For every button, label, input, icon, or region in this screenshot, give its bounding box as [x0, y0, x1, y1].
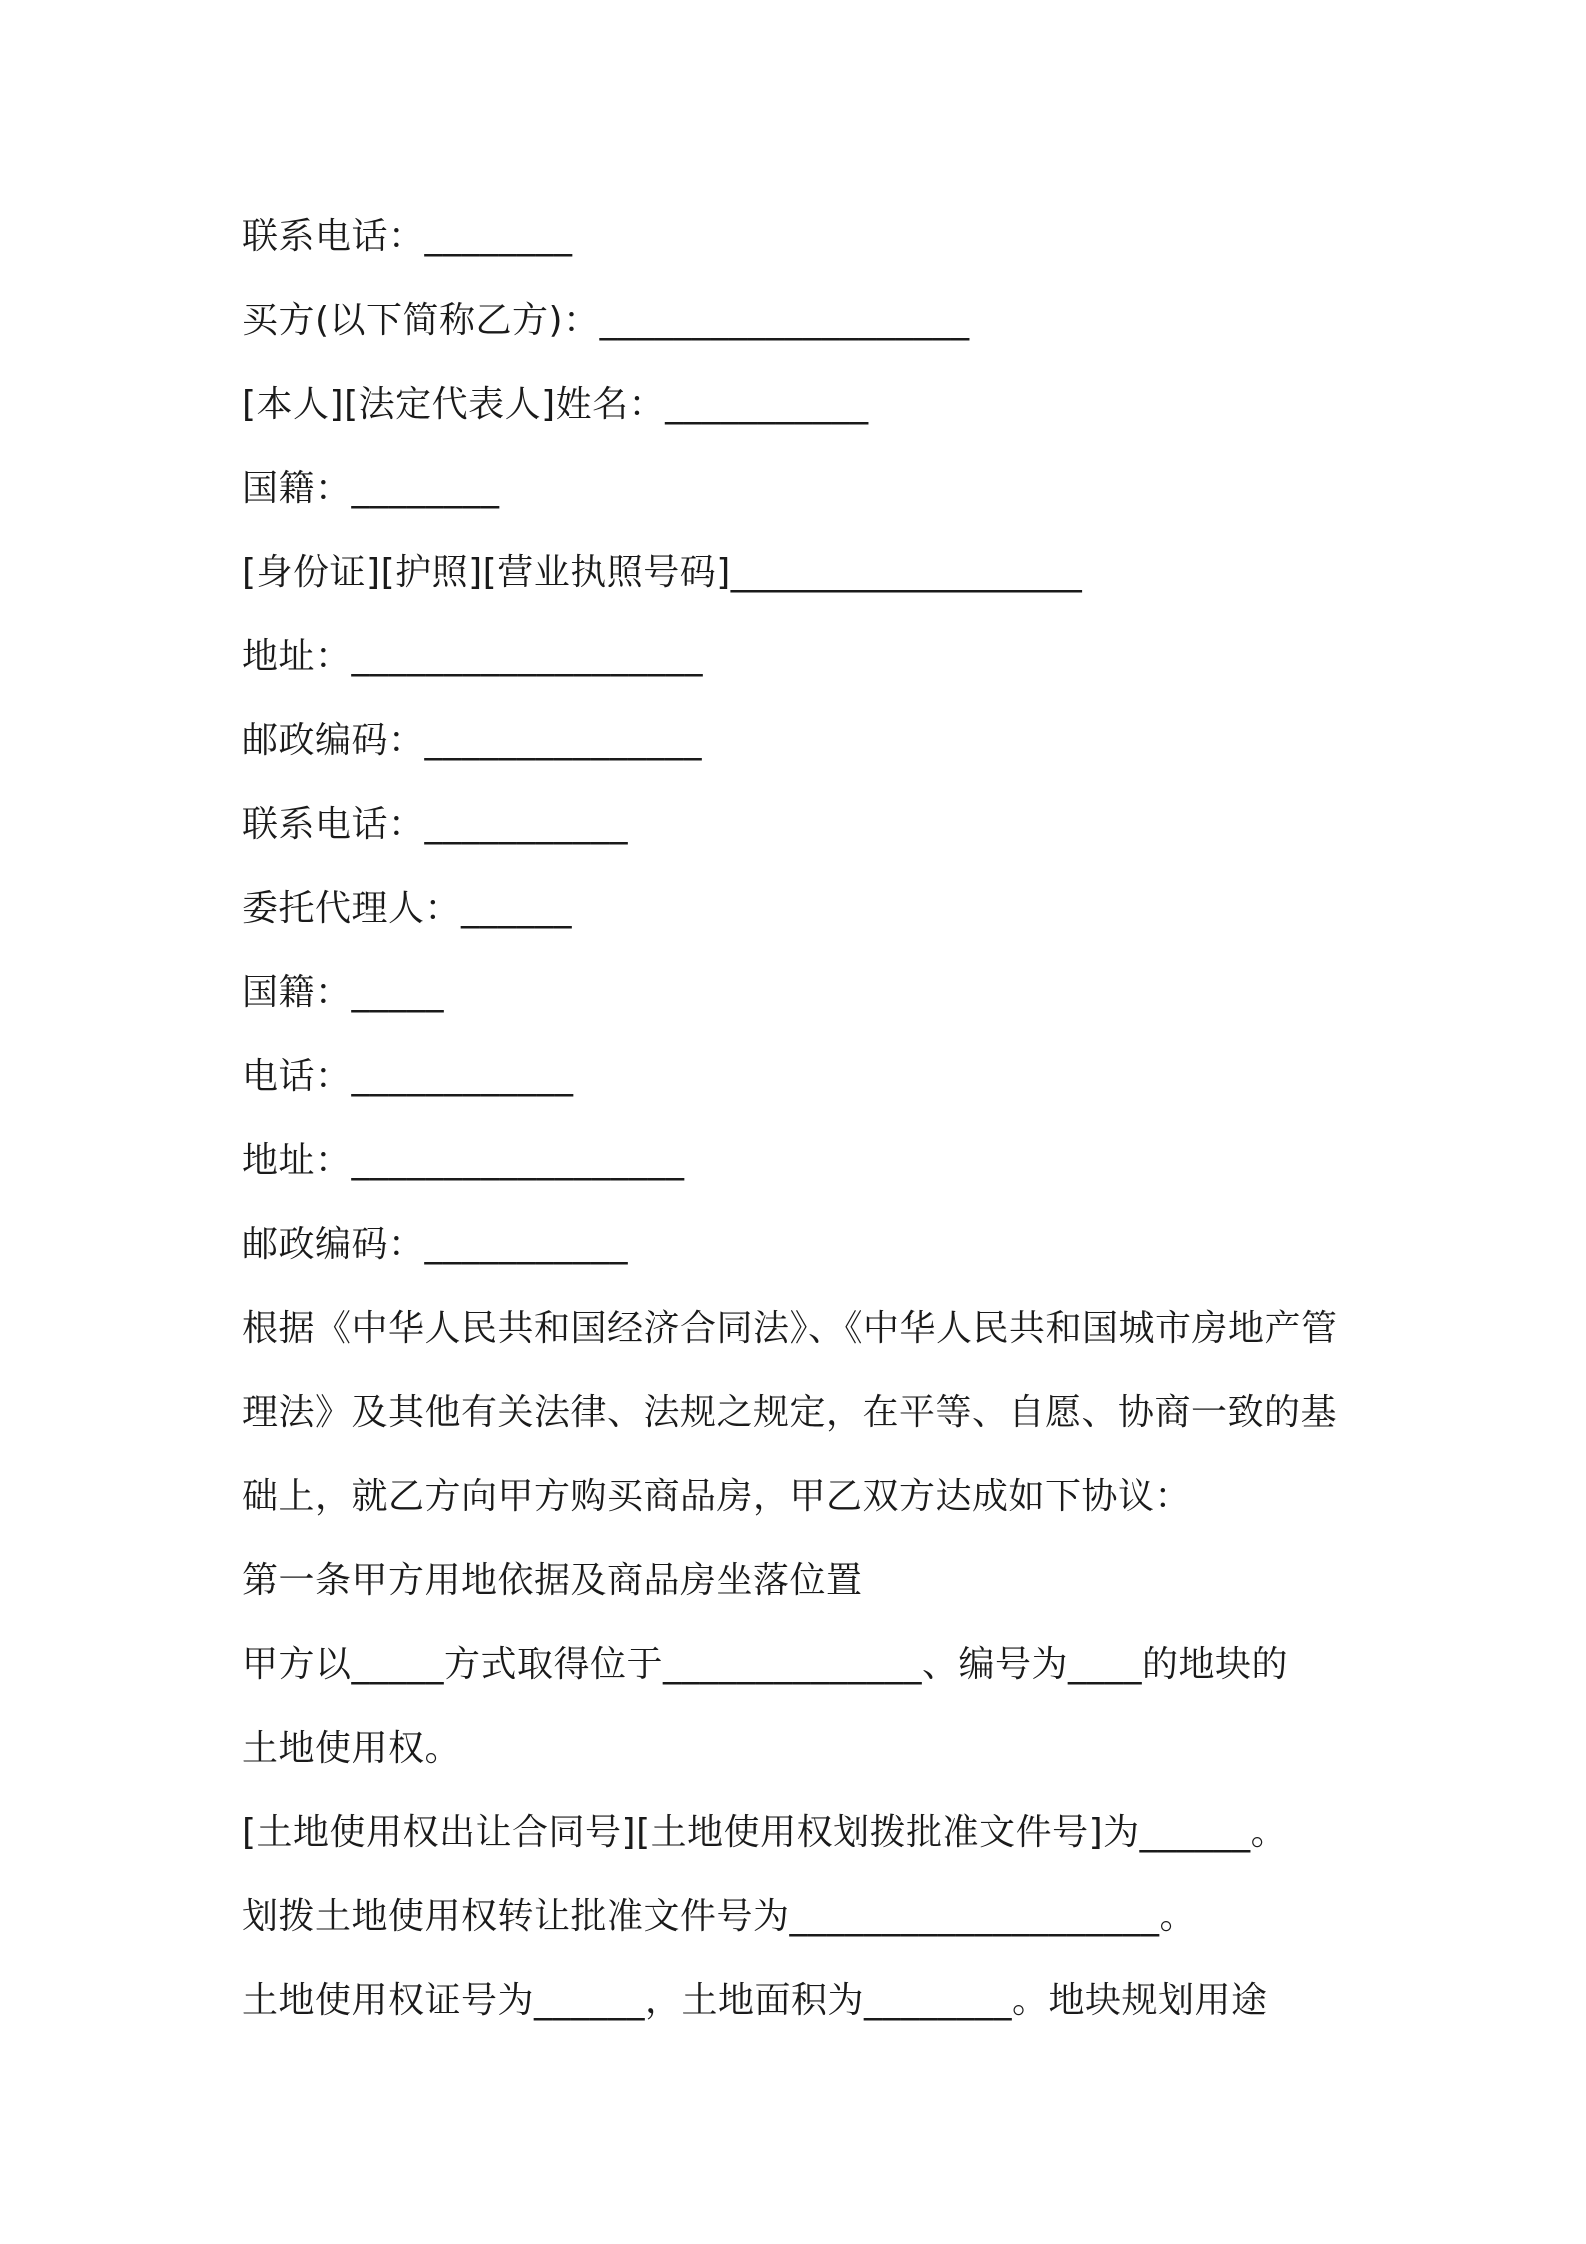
preamble-line-3: 础上，就乙方向甲方购买商品房，甲乙双方达成如下协议：: [242, 1476, 1192, 1517]
buyer-id-line: [身份证][护照][营业执照号码]___________________: [242, 552, 1083, 593]
buyer-phone-line: 联系电话：___________: [242, 804, 629, 845]
agent-phone-line: 电话：____________: [242, 1056, 574, 1097]
agent-nationality-line: 国籍：_____: [242, 972, 445, 1013]
buyer-representative-line: [本人][法定代表人]姓名：___________: [242, 384, 869, 425]
buyer-postcode-line: 邮政编码：_______________: [242, 720, 703, 761]
article-1-heading: 第一条甲方用地依据及商品房坐落位置: [242, 1560, 863, 1601]
article-1-para-1-line-2: 土地使用权。: [242, 1728, 462, 1769]
article-1-para-2: [土地使用权出让合同号][土地使用权划拨批准文件号]为______。: [242, 1812, 1288, 1853]
agent-postcode-line: 邮政编码：___________: [242, 1224, 629, 1265]
preamble-line-2: 理法》及其他有关法律、法规之规定，在平等、自愿、协商一致的基: [242, 1392, 1338, 1433]
buyer-address-line: 地址：___________________: [242, 636, 704, 677]
buyer-name-line: 买方(以下简称乙方)：____________________: [242, 300, 970, 341]
article-1-para-3: 划拨土地使用权转让批准文件号为____________________。: [242, 1896, 1197, 1937]
seller-phone-line: 联系电话：________: [242, 216, 573, 257]
article-1-para-1-line-1: 甲方以_____方式取得位于______________、编号为____的地块的: [242, 1644, 1289, 1685]
document-body: [242, 195, 1362, 2043]
preamble-line-1: 根据《中华人民共和国经济合同法》、《中华人民共和国城市房地产管: [242, 1308, 1338, 1349]
buyer-nationality-line: 国籍：________: [242, 468, 500, 509]
article-1-para-4: 土地使用权证号为______，土地面积为________。地块规划用途: [242, 1980, 1268, 2021]
agent-address-line: 地址：__________________: [242, 1140, 685, 1181]
agent-name-line: 委托代理人：______: [242, 888, 573, 929]
